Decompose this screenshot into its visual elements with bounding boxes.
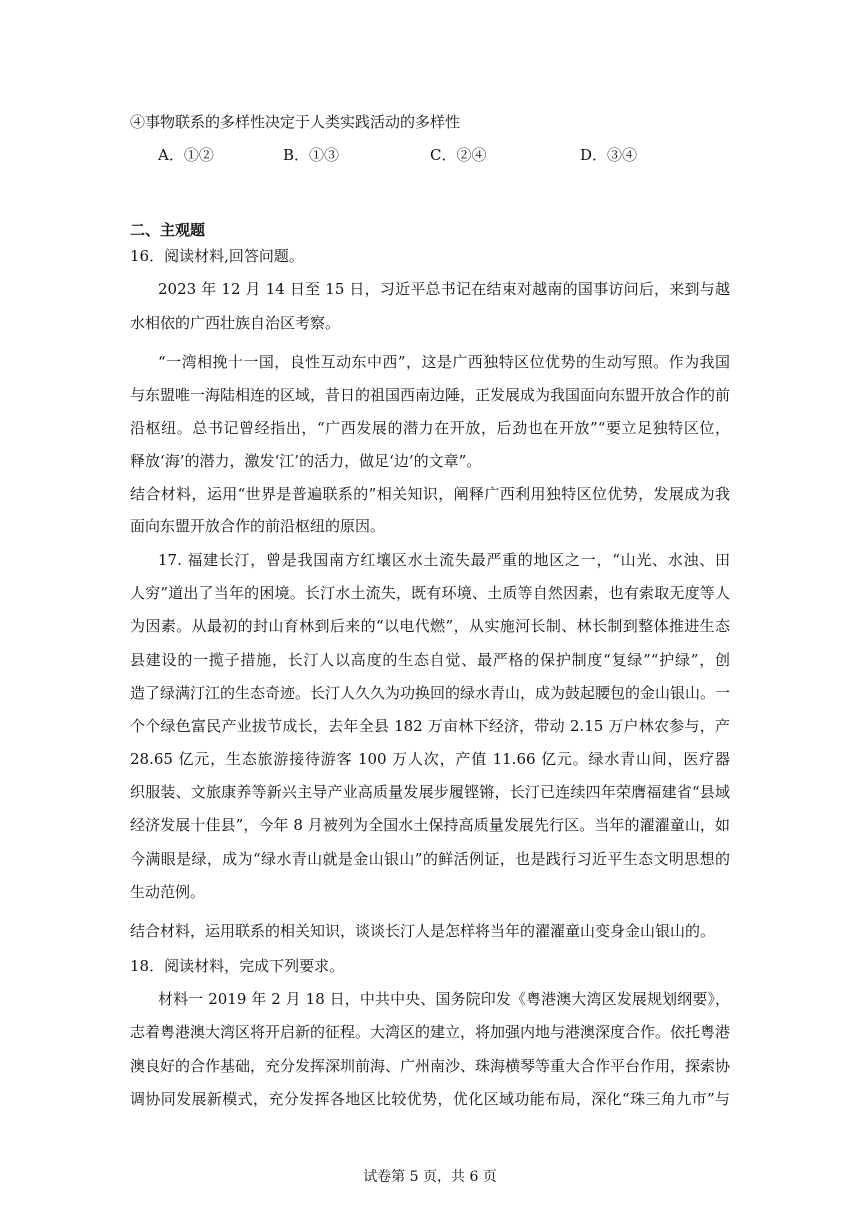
q17-paragraph-line: 县建设的一揽子措施，长汀人以高度的生态自觉、最严格的保护制度“复绿”“护绿”，创: [130, 651, 730, 669]
q18-paragraph-line: 材料一 2019 年 2 月 18 日，中共中央、国务院印发《粤港澳大湾区发展规划纲要》，: [158, 990, 730, 1008]
q17-paragraph-line: 17. 福建长汀，曾是我国南方红壤区水土流失最严重的地区之一，“山光、水浊、田: [158, 551, 730, 569]
q15-option-b: B．①③: [283, 146, 340, 164]
q16-paragraph-line: 水相依的广西壮族自治区考察。: [130, 314, 341, 332]
q17-paragraph-line: 今满眼是绿，成为“绿水青山就是金山银山”的鲜活例证，也是践行习近平生态文明思想的: [130, 850, 730, 868]
q17-paragraph-line: 为因素。从最初的封山育林到后来的“以电代燃”，从实施河长制、林长制到整体推进生态: [130, 617, 730, 635]
q16-paragraph-line: 与东盟唯一海陆相连的区域，昔日的祖国西南边陲，正发展成为我国面向东盟开放合作的前: [130, 386, 730, 404]
q17-paragraph-line: 人穷”道出了当年的困境。长汀水土流失，既有环境、土质等自然因素，也有索取无度等人: [130, 584, 730, 602]
q16-heading: 16．阅读材料,回答问题。: [130, 247, 304, 265]
q16-task-line: 面向东盟开放合作的前沿枢纽的原因。: [130, 517, 386, 535]
q17-paragraph-line: 造了绿满汀江的生态奇迹。长汀人久久为功换回的绿水青山，成为鼓起腰包的金山银山。一: [130, 684, 730, 702]
q16-task-line: 结合材料，运用“世界是普遍联系的”相关知识，阐释广西利用独特区位优势，发展成为我: [130, 485, 730, 503]
q15-option-d: D．③④: [580, 146, 638, 164]
q18-paragraph-line: 澳良好的合作基础，充分发挥深圳前海、广州南沙、珠海横琴等重大合作平台作用，探索协: [130, 1057, 730, 1075]
q16-paragraph-line: 沿枢纽。总书记曾经指出，“广西发展的潜力在开放，后劲也在开放”“要立足独特区位，: [130, 419, 730, 437]
q16-paragraph-line: 2023 年 12 月 14 日至 15 日，习近平总书记在结束对越南的国事访问后，来到与越: [158, 280, 730, 298]
q17-paragraph-line: 个个绿色富民产业拔节成长，去年全县 182 万亩林下经济，带动 2.15 万户林农参与，产: [130, 717, 730, 735]
q16-paragraph-line: “一湾相挽十一国，良性互动东中西”，这是广西独特区位优势的生动写照。作为我国: [158, 353, 730, 371]
q17-paragraph-line: 织服装、文旅康养等新兴主导产业高质量发展步履铿锵，长汀已连续四年荣膺福建省“县域: [130, 783, 730, 801]
q18-paragraph-line: 调协同发展新模式，充分发挥各地区比较优势，优化区域功能布局，深化“珠三角九市”与: [130, 1090, 730, 1108]
section-title: 二、主观题: [130, 221, 206, 239]
q17-paragraph-line: 经济发展十佳县”，今年 8 月被列为全国水土保持高质量发展先行区。当年的濯濯童山，如: [130, 816, 730, 834]
q17-task: 结合材料，运用联系的相关知识，谈谈长汀人是怎样将当年的濯濯童山变身金山银山的。: [130, 922, 716, 940]
q17-paragraph-line: 生动范例。: [130, 883, 206, 901]
q15-item-4: ④事物联系的多样性决定于人类实践活动的多样性: [130, 113, 461, 131]
q18-heading: 18．阅读材料，完成下列要求。: [130, 957, 345, 975]
q18-paragraph-line: 志着粤港澳大湾区将开启新的征程。大湾区的建立，将加强内地与港澳深度合作。依托粤港: [130, 1023, 730, 1041]
q15-option-a: A．①②: [158, 146, 214, 164]
q17-paragraph-line: 28.65 亿元，生态旅游接待游客 100 万人次，产值 11.66 亿元。绿水青山间，医疗器: [130, 750, 730, 768]
q16-paragraph-line: 释放‘海’的潜力，激发‘江’的活力，做足‘边’的文章”。: [130, 452, 482, 470]
q15-option-c: C．②④: [430, 146, 487, 164]
page-footer: 试卷第 5 页，共 6 页: [363, 1169, 497, 1185]
